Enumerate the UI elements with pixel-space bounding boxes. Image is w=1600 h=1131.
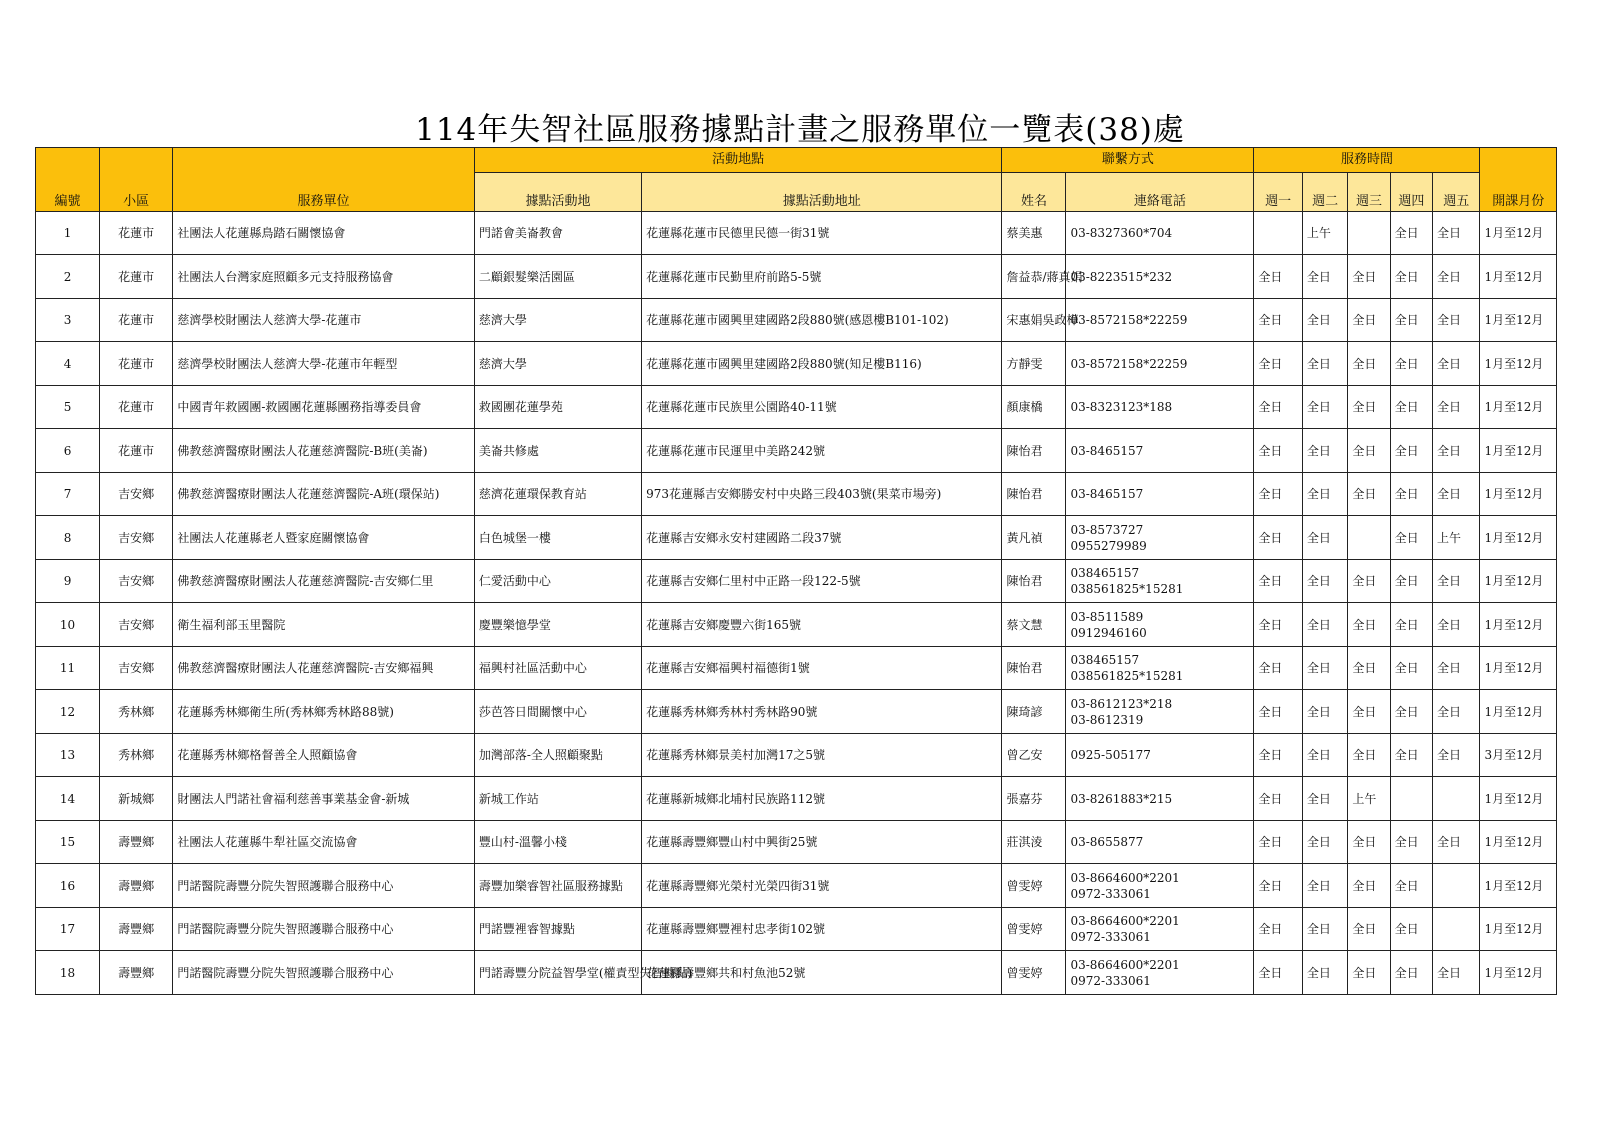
- cell-day: 全日: [1433, 473, 1480, 516]
- phone-secondary: 0912946160: [1070, 625, 1147, 640]
- cell-day: 全日: [1302, 908, 1347, 951]
- cell-name: 詹益恭/蔣真娟: [1002, 255, 1066, 299]
- cell-day: 全日: [1348, 255, 1390, 299]
- cell-day: 全日: [1254, 386, 1303, 429]
- cell-name: 曾雯婷: [1002, 908, 1066, 951]
- cell-unit: 門諾醫院壽豐分院失智照護聯合服務中心: [173, 951, 475, 995]
- cell-place: 門諾會美崙教會: [474, 212, 641, 255]
- col-area: 小區: [100, 148, 173, 212]
- cell-place: 慶豐樂憶學堂: [474, 603, 641, 647]
- col-months: 開課月份: [1480, 148, 1557, 212]
- table-header: [36, 148, 1557, 212]
- cell-no: 18: [36, 951, 100, 995]
- cell-phone: [1066, 908, 1254, 951]
- phone-secondary: 0972-333061: [1070, 886, 1151, 901]
- cell-name: 陳怡君: [1002, 647, 1066, 690]
- phone-primary: 03-8261883*215: [1070, 791, 1173, 806]
- cell-day: 全日: [1433, 560, 1480, 603]
- col-name: 姓名: [1002, 173, 1066, 212]
- cell-address: 花蓮縣壽豐鄉光榮村光榮四街31號: [642, 864, 1002, 908]
- cell-phone: [1066, 647, 1254, 690]
- cell-day: 全日: [1390, 342, 1432, 386]
- cell-area: 吉安鄉: [100, 603, 173, 647]
- cell-unit: 門諾醫院壽豐分院失智照護聯合服務中心: [173, 864, 475, 908]
- cell-months: 1月至12月: [1480, 603, 1557, 647]
- cell-address: 花蓮縣吉安鄉仁里村中正路一段122-5號: [642, 560, 1002, 603]
- cell-day: 全日: [1390, 908, 1432, 951]
- cell-name: 曾雯婷: [1002, 864, 1066, 908]
- cell-day: [1433, 777, 1480, 821]
- cell-no: 14: [36, 777, 100, 821]
- cell-phone: [1066, 603, 1254, 647]
- cell-phone: [1066, 821, 1254, 864]
- cell-address: 花蓮縣壽豐鄉共和村魚池52號: [642, 951, 1002, 995]
- cell-no: 6: [36, 429, 100, 473]
- cell-day: 全日: [1302, 516, 1347, 560]
- cell-day: 全日: [1254, 299, 1303, 342]
- col-no: 編號: [36, 148, 100, 212]
- cell-day: 全日: [1254, 473, 1303, 516]
- cell-place: 慈濟花蓮環保教育站: [474, 473, 641, 516]
- cell-phone: [1066, 212, 1254, 255]
- cell-place: 新城工作站: [474, 777, 641, 821]
- cell-unit: 佛教慈濟醫療財團法人花蓮慈濟醫院-吉安鄉福興: [173, 647, 475, 690]
- cell-phone: [1066, 734, 1254, 777]
- cell-phone: [1066, 864, 1254, 908]
- cell-unit: 慈濟學校財團法人慈濟大學-花蓮市: [173, 299, 475, 342]
- cell-day: 全日: [1302, 864, 1347, 908]
- cell-unit: 佛教慈濟醫療財團法人花蓮慈濟醫院-吉安鄉仁里: [173, 560, 475, 603]
- col-tue: 週二: [1302, 173, 1347, 212]
- cell-day: 全日: [1254, 603, 1303, 647]
- cell-months: 3月至12月: [1480, 734, 1557, 777]
- cell-address: 花蓮縣吉安鄉慶豐六街165號: [642, 603, 1002, 647]
- phone-primary: 03-8664600*2201: [1070, 914, 1180, 928]
- cell-day: 全日: [1390, 951, 1432, 995]
- table-row: [36, 473, 1557, 516]
- cell-day: 全日: [1302, 255, 1347, 299]
- cell-day: 全日: [1390, 560, 1432, 603]
- cell-name: 張嘉芬: [1002, 777, 1066, 821]
- cell-day: 全日: [1302, 560, 1347, 603]
- cell-day: 全日: [1433, 951, 1480, 995]
- cell-day: 全日: [1348, 734, 1390, 777]
- cell-no: 12: [36, 690, 100, 734]
- cell-day: 全日: [1254, 516, 1303, 560]
- cell-day: 全日: [1254, 647, 1303, 690]
- cell-area: 吉安鄉: [100, 473, 173, 516]
- cell-name: 莊淇淩: [1002, 821, 1066, 864]
- cell-phone: [1066, 429, 1254, 473]
- cell-no: 8: [36, 516, 100, 560]
- table-row: [36, 951, 1557, 995]
- cell-months: 1月至12月: [1480, 516, 1557, 560]
- cell-no: 15: [36, 821, 100, 864]
- cell-unit: 社團法人台灣家庭照顧多元支持服務協會: [173, 255, 475, 299]
- cell-day: 全日: [1254, 429, 1303, 473]
- cell-unit: 衛生福利部玉里醫院: [173, 603, 475, 647]
- cell-name: 黃凡禎: [1002, 516, 1066, 560]
- cell-address: 花蓮縣花蓮市民族里公園路40-11號: [642, 386, 1002, 429]
- phone-secondary: 038561825*15281: [1070, 669, 1184, 683]
- phone-secondary: 038561825*15281: [1070, 582, 1184, 596]
- table-row: [36, 386, 1557, 429]
- cell-day: 全日: [1348, 647, 1390, 690]
- cell-address: 花蓮縣壽豐鄉豐裡村忠孝街102號: [642, 908, 1002, 951]
- table-row: [36, 429, 1557, 473]
- cell-area: 新城鄉: [100, 777, 173, 821]
- cell-area: 花蓮市: [100, 212, 173, 255]
- cell-phone: [1066, 255, 1254, 299]
- phone-primary: 038465157: [1070, 566, 1140, 580]
- cell-day: [1254, 212, 1303, 255]
- cell-day: 全日: [1254, 342, 1303, 386]
- phone-primary: 03-8223515*232: [1070, 269, 1173, 284]
- cell-months: 1月至12月: [1480, 690, 1557, 734]
- cell-name: 陳琦諺: [1002, 690, 1066, 734]
- cell-place: 白色城堡一樓: [474, 516, 641, 560]
- cell-day: [1390, 777, 1432, 821]
- cell-phone: [1066, 516, 1254, 560]
- phone-primary: 03-8327360*704: [1070, 226, 1173, 240]
- cell-unit: 財團法人門諾社會福利慈善事業基金會-新城: [173, 777, 475, 821]
- cell-day: 全日: [1254, 951, 1303, 995]
- cell-day: 全日: [1302, 777, 1347, 821]
- cell-no: 3: [36, 299, 100, 342]
- cell-day: 全日: [1390, 429, 1432, 473]
- cell-day: 上午: [1433, 516, 1480, 560]
- cell-day: 全日: [1433, 342, 1480, 386]
- table-row: [36, 777, 1557, 821]
- cell-day: 全日: [1302, 603, 1347, 647]
- cell-months: 1月至12月: [1480, 908, 1557, 951]
- cell-day: 全日: [1433, 821, 1480, 864]
- cell-area: 吉安鄉: [100, 560, 173, 603]
- cell-unit: 社團法人花蓮縣鳥踏石關懷協會: [173, 212, 475, 255]
- cell-unit: 佛教慈濟醫療財團法人花蓮慈濟醫院-A班(環保站): [173, 473, 475, 516]
- phone-secondary: 0955279989: [1070, 538, 1147, 553]
- cell-address: 花蓮縣花蓮市國興里建國路2段880號(感恩樓B101-102): [642, 299, 1002, 342]
- cell-area: 秀林鄉: [100, 734, 173, 777]
- cell-area: 壽豐鄉: [100, 951, 173, 995]
- cell-area: 壽豐鄉: [100, 821, 173, 864]
- cell-phone: [1066, 342, 1254, 386]
- phone-primary: 03-8612123*218: [1070, 696, 1173, 711]
- phone-primary: 0925-505177: [1070, 748, 1151, 762]
- phone-primary: 03-8572158*22259: [1070, 356, 1188, 371]
- cell-place: 壽豐加樂睿智社區服務據點: [474, 864, 641, 908]
- cell-no: 9: [36, 560, 100, 603]
- cell-address: 花蓮縣花蓮市民德里民德一街31號: [642, 212, 1002, 255]
- cell-months: 1月至12月: [1480, 429, 1557, 473]
- cell-day: 全日: [1348, 864, 1390, 908]
- phone-secondary: 03-8612319: [1070, 712, 1144, 727]
- table-body: [36, 212, 1557, 995]
- cell-day: 全日: [1254, 777, 1303, 821]
- cell-area: 壽豐鄉: [100, 908, 173, 951]
- cell-day: 全日: [1390, 864, 1432, 908]
- cell-name: 宋惠娟吳政樺: [1002, 299, 1066, 342]
- cell-address: 花蓮縣花蓮市民運里中美路242號: [642, 429, 1002, 473]
- cell-no: 17: [36, 908, 100, 951]
- service-unit-table: [35, 147, 1557, 995]
- cell-day: 全日: [1348, 429, 1390, 473]
- cell-name: 曾雯婷: [1002, 951, 1066, 995]
- cell-name: 蔡美惠: [1002, 212, 1066, 255]
- phone-secondary: 0972-333061: [1070, 973, 1151, 988]
- cell-day: 全日: [1302, 342, 1347, 386]
- cell-unit: 慈濟學校財團法人慈濟大學-花蓮市年輕型: [173, 342, 475, 386]
- page-title: 114年失智社區服務據點計畫之服務單位一覽表(38)處: [415, 112, 1185, 148]
- cell-unit: 社團法人花蓮縣老人暨家庭關懷協會: [173, 516, 475, 560]
- cell-no: 4: [36, 342, 100, 386]
- cell-address: 973花蓮縣吉安鄉勝安村中央路三段403號(果菜市場旁): [642, 473, 1002, 516]
- cell-months: 1月至12月: [1480, 299, 1557, 342]
- cell-no: 10: [36, 603, 100, 647]
- phone-primary: 03-8465157: [1070, 443, 1144, 458]
- cell-day: 全日: [1302, 690, 1347, 734]
- cell-place: 豐山村-溫馨小棧: [474, 821, 641, 864]
- phone-primary: 03-8465157: [1070, 487, 1144, 501]
- cell-day: 全日: [1390, 212, 1432, 255]
- cell-day: 全日: [1390, 734, 1432, 777]
- cell-day: 全日: [1433, 647, 1480, 690]
- cell-area: 花蓮市: [100, 429, 173, 473]
- cell-day: 全日: [1390, 603, 1432, 647]
- cell-day: 全日: [1302, 821, 1347, 864]
- cell-name: 曾乙安: [1002, 734, 1066, 777]
- cell-phone: [1066, 473, 1254, 516]
- cell-months: 1月至12月: [1480, 386, 1557, 429]
- cell-unit: 門諾醫院壽豐分院失智照護聯合服務中心: [173, 908, 475, 951]
- cell-months: 1月至12月: [1480, 212, 1557, 255]
- cell-months: 1月至12月: [1480, 255, 1557, 299]
- cell-months: 1月至12月: [1480, 777, 1557, 821]
- table-row: [36, 212, 1557, 255]
- cell-day: 全日: [1433, 690, 1480, 734]
- cell-day: 全日: [1302, 473, 1347, 516]
- phone-primary: 03-8572158*22259: [1070, 313, 1188, 327]
- cell-address: 花蓮縣花蓮市國興里建國路2段880號(知足樓B116): [642, 342, 1002, 386]
- cell-name: 陳怡君: [1002, 429, 1066, 473]
- cell-address: 花蓮縣吉安鄉永安村建國路二段37號: [642, 516, 1002, 560]
- cell-day: 全日: [1433, 386, 1480, 429]
- cell-day: 全日: [1348, 386, 1390, 429]
- cell-day: 全日: [1433, 603, 1480, 647]
- cell-day: 全日: [1348, 821, 1390, 864]
- cell-place: 美崙共修處: [474, 429, 641, 473]
- cell-day: 全日: [1348, 690, 1390, 734]
- cell-no: 13: [36, 734, 100, 777]
- cell-day: [1433, 864, 1480, 908]
- cell-day: 上午: [1348, 777, 1390, 821]
- cell-name: 蔡文慧: [1002, 603, 1066, 647]
- cell-day: 全日: [1390, 299, 1432, 342]
- cell-phone: [1066, 560, 1254, 603]
- cell-place: 門諾豐裡睿智據點: [474, 908, 641, 951]
- table-row: [36, 647, 1557, 690]
- phone-primary: 03-8664600*2201: [1070, 870, 1180, 885]
- cell-area: 秀林鄉: [100, 690, 173, 734]
- cell-address: 花蓮縣新城鄉北埔村民族路112號: [642, 777, 1002, 821]
- cell-area: 花蓮市: [100, 342, 173, 386]
- cell-day: 全日: [1302, 734, 1347, 777]
- table-row: [36, 821, 1557, 864]
- cell-no: 16: [36, 864, 100, 908]
- table-row: [36, 690, 1557, 734]
- cell-area: 花蓮市: [100, 255, 173, 299]
- col-wed: 週三: [1348, 173, 1390, 212]
- table-row: [36, 560, 1557, 603]
- col-fri: 週五: [1433, 173, 1480, 212]
- cell-day: 全日: [1433, 734, 1480, 777]
- cell-address: 花蓮縣吉安鄉福興村福德街1號: [642, 647, 1002, 690]
- cell-name: 方靜雯: [1002, 342, 1066, 386]
- cell-day: 全日: [1390, 386, 1432, 429]
- cell-place: 莎芭答日間關懷中心: [474, 690, 641, 734]
- cell-day: 全日: [1302, 429, 1347, 473]
- cell-day: [1348, 516, 1390, 560]
- cell-day: 全日: [1433, 255, 1480, 299]
- table-row: [36, 342, 1557, 386]
- cell-day: 全日: [1254, 821, 1303, 864]
- cell-phone: [1066, 299, 1254, 342]
- col-thu: 週四: [1390, 173, 1432, 212]
- table-row: [36, 603, 1557, 647]
- cell-unit: 中國青年救國團-救國團花蓮縣團務指導委員會: [173, 386, 475, 429]
- cell-area: 吉安鄉: [100, 647, 173, 690]
- cell-day: [1433, 908, 1480, 951]
- cell-day: 全日: [1348, 342, 1390, 386]
- cell-address: 花蓮縣秀林鄉秀林村秀林路90號: [642, 690, 1002, 734]
- cell-place: 福興村社區活動中心: [474, 647, 641, 690]
- cell-day: 全日: [1390, 821, 1432, 864]
- cell-unit: 花蓮縣秀林鄉格督善全人照顧協會: [173, 734, 475, 777]
- cell-months: 1月至12月: [1480, 560, 1557, 603]
- cell-area: 花蓮市: [100, 299, 173, 342]
- cell-day: 全日: [1390, 690, 1432, 734]
- cell-day: 全日: [1433, 212, 1480, 255]
- cell-unit: 社團法人花蓮縣牛犁社區交流協會: [173, 821, 475, 864]
- cell-area: 壽豐鄉: [100, 864, 173, 908]
- cell-no: 2: [36, 255, 100, 299]
- cell-place: 二顧銀髮樂活園區: [474, 255, 641, 299]
- cell-months: 1月至12月: [1480, 864, 1557, 908]
- cell-day: 全日: [1348, 951, 1390, 995]
- phone-primary: 03-8323123*188: [1070, 400, 1173, 414]
- col-phone: 連絡電話: [1066, 173, 1254, 212]
- cell-place: 慈濟大學: [474, 342, 641, 386]
- phone-primary: 03-8664600*2201: [1070, 957, 1180, 972]
- cell-day: [1348, 212, 1390, 255]
- phone-primary: 038465157: [1070, 653, 1140, 667]
- table-row: [36, 516, 1557, 560]
- col-time-group: 服務時間: [1254, 148, 1480, 173]
- cell-day: 全日: [1348, 908, 1390, 951]
- cell-day: 全日: [1348, 560, 1390, 603]
- table-row: [36, 299, 1557, 342]
- cell-phone: [1066, 386, 1254, 429]
- cell-unit: 花蓮縣秀林鄉衛生所(秀林鄉秀林路88號): [173, 690, 475, 734]
- phone-primary: 03-8511589: [1070, 609, 1144, 624]
- cell-day: 全日: [1390, 647, 1432, 690]
- cell-day: 全日: [1254, 864, 1303, 908]
- col-place: 據點活動地: [474, 173, 641, 212]
- col-mon: 週一: [1254, 173, 1303, 212]
- cell-area: 吉安鄉: [100, 516, 173, 560]
- table-row: [36, 864, 1557, 908]
- cell-day: 全日: [1254, 734, 1303, 777]
- cell-day: 上午: [1302, 212, 1347, 255]
- cell-phone: [1066, 690, 1254, 734]
- table-row: [36, 255, 1557, 299]
- cell-day: 全日: [1254, 908, 1303, 951]
- phone-primary: 03-8573727: [1070, 522, 1144, 537]
- cell-no: 7: [36, 473, 100, 516]
- cell-day: 全日: [1254, 560, 1303, 603]
- cell-place: 加灣部落-全人照顧聚點: [474, 734, 641, 777]
- cell-months: 1月至12月: [1480, 473, 1557, 516]
- cell-day: 全日: [1348, 603, 1390, 647]
- cell-day: 全日: [1390, 516, 1432, 560]
- cell-phone: [1066, 951, 1254, 995]
- cell-day: 全日: [1390, 473, 1432, 516]
- cell-day: 全日: [1348, 473, 1390, 516]
- cell-name: 陳怡君: [1002, 560, 1066, 603]
- col-unit: 服務單位: [173, 148, 475, 212]
- cell-name: 顏康橋: [1002, 386, 1066, 429]
- cell-day: 全日: [1254, 255, 1303, 299]
- cell-day: 全日: [1302, 386, 1347, 429]
- cell-name: 陳怡君: [1002, 473, 1066, 516]
- cell-no: 11: [36, 647, 100, 690]
- cell-place: 慈濟大學: [474, 299, 641, 342]
- cell-day: 全日: [1433, 299, 1480, 342]
- cell-months: 1月至12月: [1480, 647, 1557, 690]
- cell-place: 門諾壽豐分院益智學堂(權責型失智據點): [474, 951, 641, 995]
- cell-no: 1: [36, 212, 100, 255]
- cell-place: 救國團花蓮學苑: [474, 386, 641, 429]
- cell-phone: [1066, 777, 1254, 821]
- cell-area: 花蓮市: [100, 386, 173, 429]
- cell-day: 全日: [1433, 429, 1480, 473]
- col-contact-group: 聯繫方式: [1002, 148, 1254, 173]
- cell-address: 花蓮縣花蓮市民勤里府前路5-5號: [642, 255, 1002, 299]
- cell-place: 仁愛活動中心: [474, 560, 641, 603]
- phone-primary: 03-8655877: [1070, 835, 1144, 849]
- cell-address: 花蓮縣秀林鄉景美村加灣17之5號: [642, 734, 1002, 777]
- cell-months: 1月至12月: [1480, 821, 1557, 864]
- cell-months: 1月至12月: [1480, 342, 1557, 386]
- table-row: [36, 734, 1557, 777]
- table-row: [36, 908, 1557, 951]
- cell-day: 全日: [1302, 647, 1347, 690]
- cell-address: 花蓮縣壽豐鄉豐山村中興街25號: [642, 821, 1002, 864]
- phone-secondary: 0972-333061: [1070, 930, 1151, 944]
- cell-no: 5: [36, 386, 100, 429]
- col-location-group: 活動地點: [474, 148, 1002, 173]
- cell-unit: 佛教慈濟醫療財團法人花蓮慈濟醫院-B班(美崙): [173, 429, 475, 473]
- cell-day: 全日: [1254, 690, 1303, 734]
- col-address: 據點活動地址: [642, 173, 1002, 212]
- cell-day: 全日: [1302, 299, 1347, 342]
- cell-day: 全日: [1348, 299, 1390, 342]
- cell-months: 1月至12月: [1480, 951, 1557, 995]
- cell-day: 全日: [1302, 951, 1347, 995]
- cell-day: 全日: [1390, 255, 1432, 299]
